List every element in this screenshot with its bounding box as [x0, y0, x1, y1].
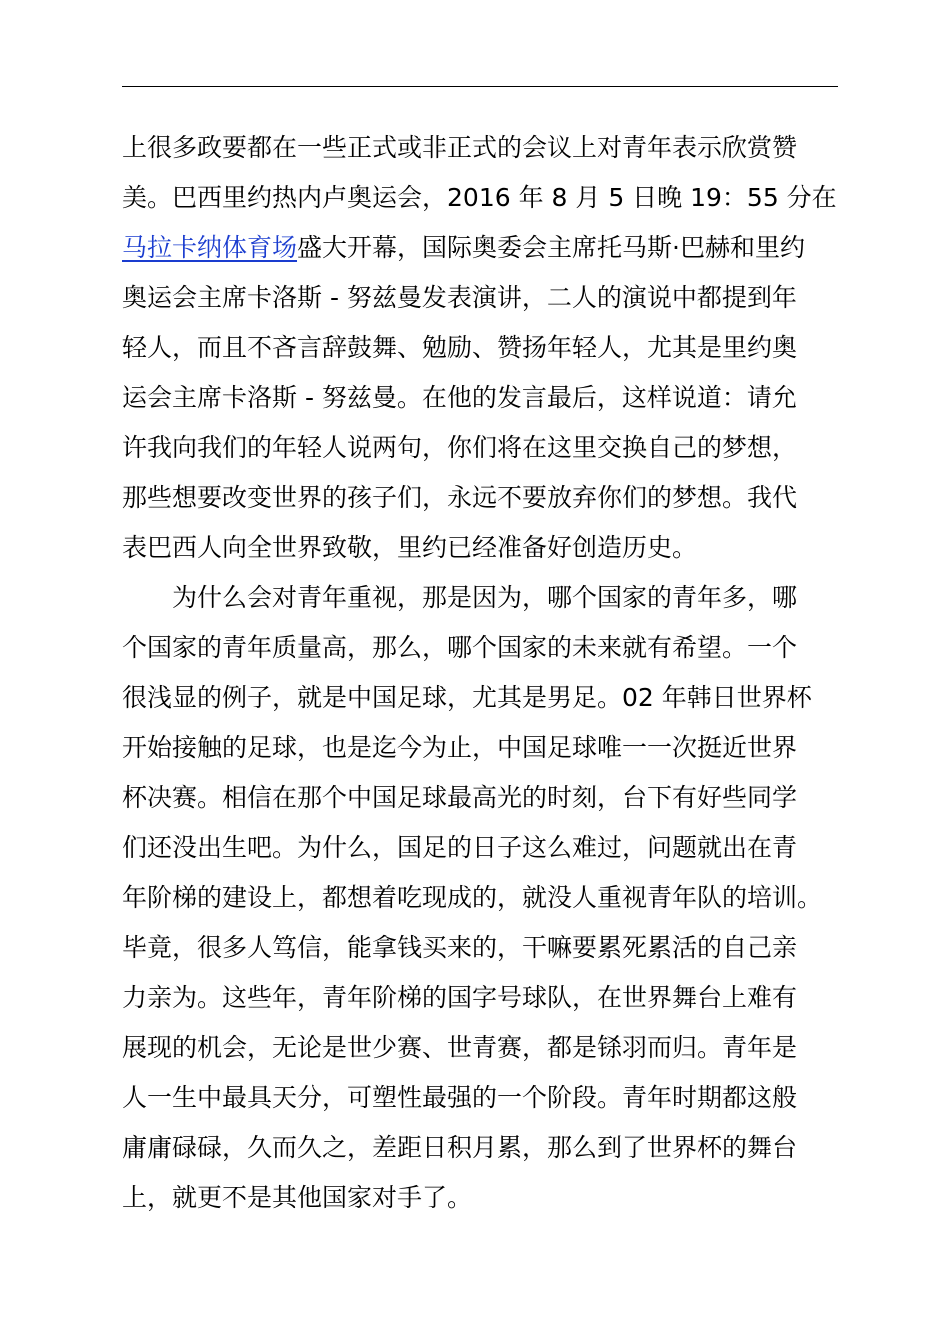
paragraph-line: 奥运会主席卡洛斯 - 努兹曼发表演讲，二人的演说中都提到年	[122, 283, 797, 312]
paragraph-line: 运会主席卡洛斯 - 努兹曼。在他的发言最后，这样说道：请允	[122, 383, 797, 412]
paragraph-line: 上很多政要都在一些正式或非正式的会议上对青年表示欣赏赞	[122, 133, 798, 162]
header-rule	[122, 86, 838, 87]
paragraph-line: 美。巴西里约热内卢奥运会，2016 年 8 月 5 日晚 19：55 分在	[122, 183, 837, 212]
paragraph-line: 为什么会对青年重视，那是因为，哪个国家的青年多，哪	[172, 583, 798, 612]
paragraph-line-text: 盛大开幕，国际奥委会主席托马斯·巴赫和里约	[297, 233, 805, 262]
paragraph-line: 表巴西人向全世界致敬，里约已经准备好创造历史。	[122, 533, 698, 562]
paragraph-line: 轻人，而且不吝言辞鼓舞、勉励、赞扬年轻人，尤其是里约奥	[122, 333, 798, 362]
paragraph-line: 力亲为。这些年，青年阶梯的国字号球队，在世界舞台上难有	[122, 983, 798, 1012]
paragraph-line: 人一生中最具天分，可塑性最强的一个阶段。青年时期都这般	[122, 1083, 798, 1112]
paragraph-line: 许我向我们的年轻人说两句，你们将在这里交换自己的梦想，	[122, 433, 798, 462]
paragraph-line: 们还没出生吧。为什么，国足的日子这么难过，问题就出在青	[122, 833, 798, 862]
paragraph-line: 年阶梯的建设上，都想着吃现成的，就没人重视青年队的培训。	[122, 883, 823, 912]
document-body	[122, 123, 838, 1223]
paragraph-line: 展现的机会，无论是世少赛、世青赛，都是铩羽而归。青年是	[122, 1033, 798, 1062]
paragraph-line: 庸庸碌碌，久而久之，差距日积月累，那么到了世界杯的舞台	[122, 1133, 798, 1162]
paragraph-line: 那些想要改变世界的孩子们，永远不要放弃你们的梦想。我代	[122, 483, 798, 512]
paragraph-line: 杯决赛。相信在那个中国足球最高光的时刻，台下有好些同学	[122, 783, 798, 812]
paragraph-line: 开始接触的足球，也是迄今为止，中国足球唯一一次挺近世界	[122, 733, 798, 762]
paragraph-line: 毕竟，很多人笃信，能拿钱买来的，干嘛要累死累活的自己亲	[122, 933, 798, 962]
paragraph-line: 个国家的青年质量高，那么，哪个国家的未来就有希望。一个	[122, 633, 798, 662]
paragraph-line: 很浅显的例子，就是中国足球，尤其是男足。02 年韩日世界杯	[122, 683, 812, 712]
paragraph-line	[122, 223, 838, 273]
stadium-link[interactable]: 马拉卡纳体育场	[122, 233, 298, 262]
paragraph-line: 上，就更不是其他国家对手了。	[122, 1183, 473, 1212]
